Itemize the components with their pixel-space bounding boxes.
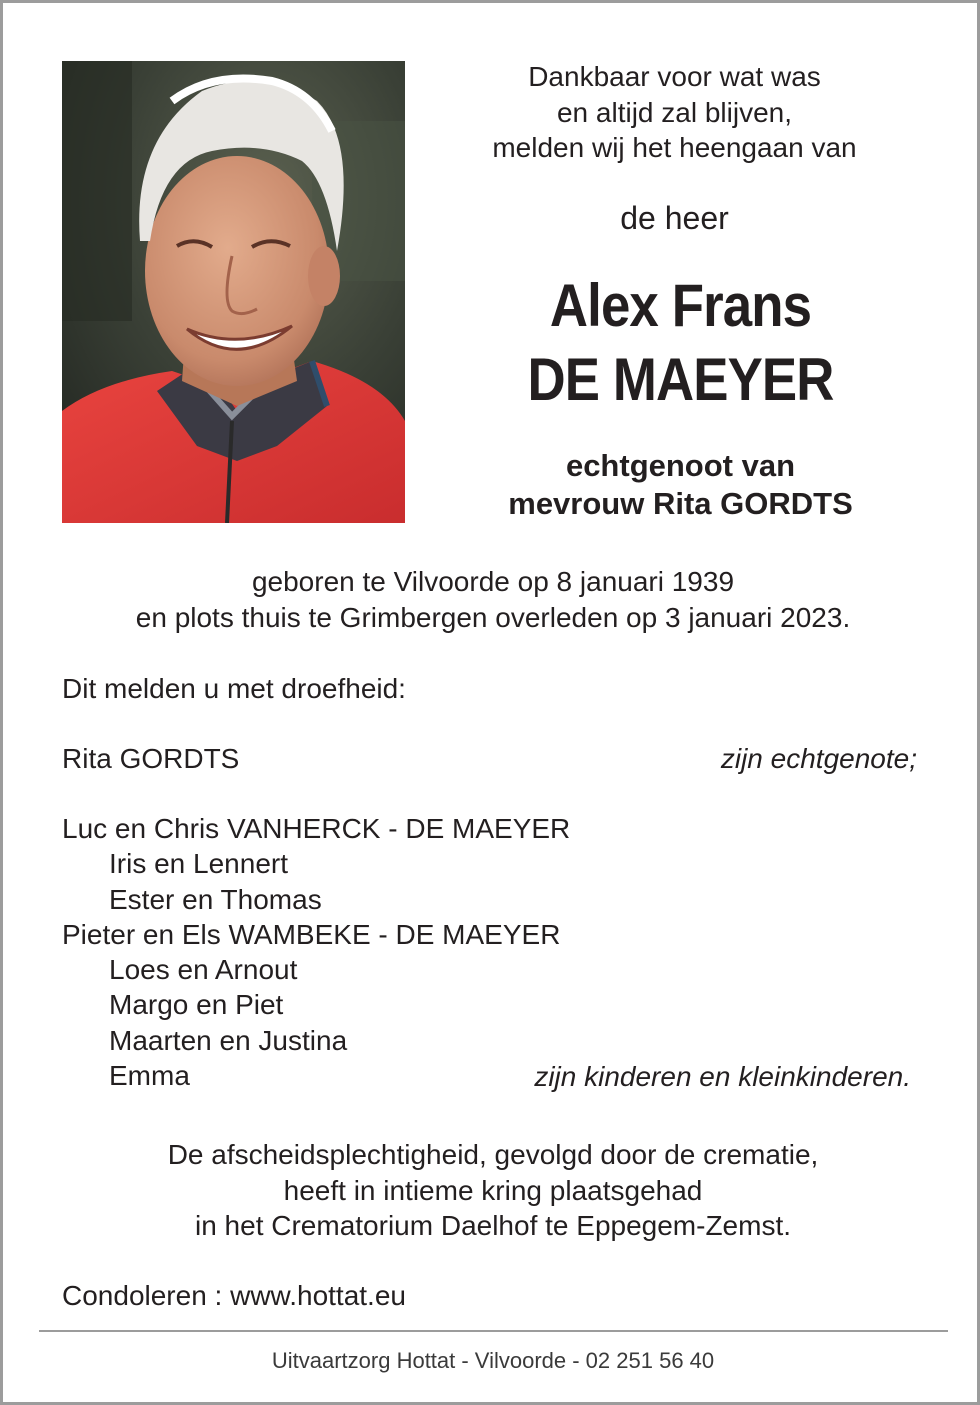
death-line: en plots thuis te Grimbergen overleden op 3 januari 2023. [135, 601, 851, 633]
ceremony-line: heeft in intieme kring plaatsgehad [283, 1174, 703, 1206]
spouse-name: Rita GORDTS [62, 743, 240, 774]
spouse-row [62, 741, 917, 777]
spouse-of-text [423, 447, 938, 523]
footer-undertaker: Uitvaartzorg Hottat - Vilvoorde - 02 251 56 40 [271, 1348, 715, 1373]
birth-line: geboren te Vilvoorde op 8 januari 1939 [251, 566, 735, 597]
intro-text [423, 59, 926, 166]
family-line: Emma [109, 1060, 190, 1092]
spouse-of-line: echtgenoot van [565, 448, 796, 483]
family-line: Loes en Arnout [109, 954, 298, 986]
family-line: Iris en Lennert [109, 848, 288, 880]
family-line: Pieter en Els WAMBEKE - DE MAEYER [62, 918, 561, 950]
mourn-intro: Dit melden u met droefheid: [62, 673, 406, 704]
portrait-photo [62, 61, 405, 523]
intro-line: en altijd zal blijven, [556, 96, 793, 128]
honorific: de heer [620, 200, 729, 236]
ceremony-line: in het Crematorium Daelhof te Eppegem-Zemst. [194, 1210, 792, 1241]
family-relation: zijn kinderen en kleinkinderen. [534, 1061, 911, 1092]
condolence-link[interactable]: Condoleren : www.hottat.eu [62, 1280, 406, 1311]
intro-line: melden wij het heengaan van [492, 132, 857, 163]
divider [39, 1330, 948, 1332]
family-line: Maarten en Justina [109, 1024, 348, 1056]
deceased-name [454, 269, 907, 417]
spouse-relation: zijn echtgenote; [720, 743, 917, 774]
family-line: Luc en Chris VANHERCK - DE MAEYER [62, 813, 571, 844]
ceremony-text [33, 1137, 953, 1244]
family-line: Ester en Thomas [109, 883, 322, 915]
intro-line: Dankbaar voor wat was [528, 61, 821, 92]
family-list [62, 811, 570, 1093]
deceased-given-names: Alex Frans [549, 272, 812, 339]
birth-death-text [33, 564, 953, 635]
spouse-of-line: mevrouw Rita GORDTS [508, 486, 853, 521]
ceremony-line: De afscheidsplechtigheid, gevolgd door de crematie, [167, 1139, 819, 1170]
deceased-surname: DE MAEYER [527, 346, 834, 413]
family-line: Margo en Piet [109, 989, 284, 1021]
